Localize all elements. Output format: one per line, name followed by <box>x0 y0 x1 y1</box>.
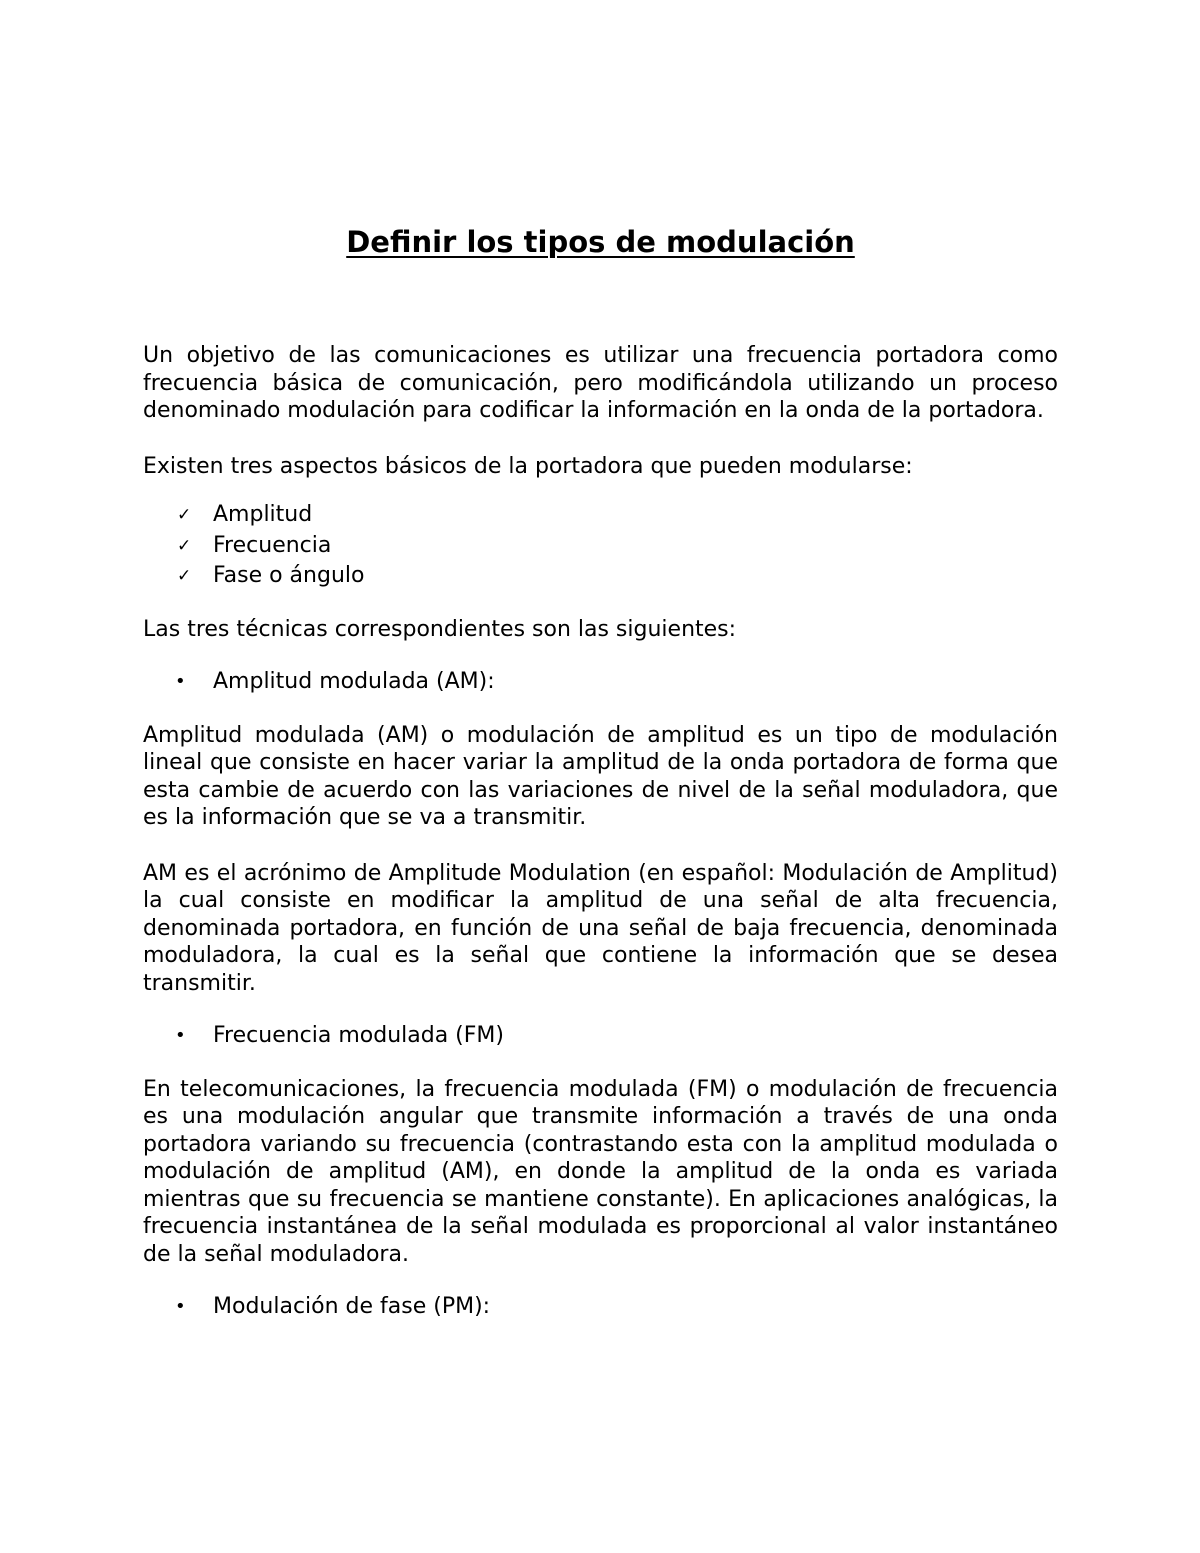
checkmark-icon: ✓ <box>177 535 192 556</box>
fm-paragraph-1: En telecomunicaciones, la frecuencia modulada (FM) o modulación de frecuencia es una modulación angular que transmite información a través de una onda portadora variando su frecuencia (contrastando esta con la amplitud modulada o modulación de amplitud (AM), en donde la amplitud de la onda es variada mientras que su frecuencia se mantiene constante). En aplicaciones analógicas, la frecuencia instantánea de la señal modulada es proporcional al valor instantáneo de la señal moduladora. <box>143 1076 1058 1267</box>
document-page <box>143 222 1058 1323</box>
checkmark-icon: ✓ <box>177 566 192 586</box>
pm-heading: Modulación de fase (PM): <box>213 1294 491 1319</box>
list-item <box>143 500 1058 531</box>
am-heading: Amplitud modulada (AM): <box>213 669 495 694</box>
checkmark-icon: ✓ <box>177 505 192 525</box>
list-item <box>143 667 1058 698</box>
aspect-label: Amplitud <box>213 502 313 527</box>
am-heading-list <box>143 667 1058 698</box>
list-item <box>143 561 1058 592</box>
bullet-icon: • <box>175 1296 186 1317</box>
document-title: Definir los tipos de modulación <box>346 225 855 259</box>
bullet-icon: • <box>175 671 186 692</box>
aspect-label: Fase o ángulo <box>213 563 365 588</box>
list-item <box>143 531 1058 562</box>
fm-heading: Frecuencia modulada (FM) <box>213 1023 504 1048</box>
pm-heading-list <box>143 1292 1058 1323</box>
aspects-list <box>143 500 1058 592</box>
list-item <box>143 1292 1058 1323</box>
aspects-intro: Existen tres aspectos básicos de la portadora que pueden modularse: <box>143 453 913 479</box>
am-paragraph-2: AM es el acrónimo de Amplitude Modulation (en español: Modulación de Amplitud) la cual consiste en modificar la amplitud de una señal de alta frecuencia, denominada portadora, en función de una señal de baja frecuencia, denominada moduladora, la cual es la señal que contiene la información que se desea transmitir. <box>143 860 1058 996</box>
intro-paragraph: Un objetivo de las comunicaciones es utilizar una frecuencia portadora como frecuencia básica de comunicación, pero modificándola utilizando un proceso denominado modulación para codificar la información en la onda de la portadora. <box>143 343 1058 423</box>
aspect-label: Frecuencia <box>213 532 332 558</box>
list-item <box>143 1021 1058 1052</box>
fm-heading-list <box>143 1021 1058 1052</box>
techniques-intro: Las tres técnicas correspondientes son las siguientes: <box>143 616 737 642</box>
am-paragraph-1: Amplitud modulada (AM) o modulación de amplitud es un tipo de modulación lineal que consiste en hacer variar la amplitud de la onda portadora de forma que esta cambie de acuerdo con las variaciones de nivel de la señal moduladora, que es la información que se va a transmitir. <box>143 722 1058 830</box>
bullet-icon: • <box>175 1025 186 1046</box>
